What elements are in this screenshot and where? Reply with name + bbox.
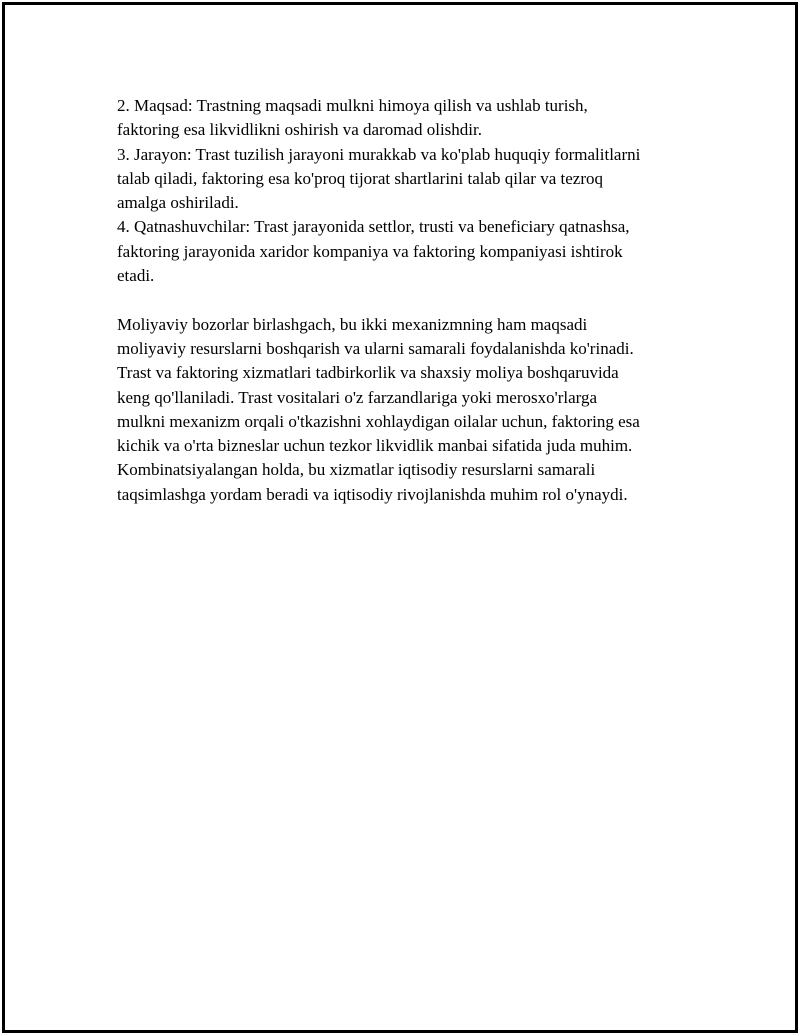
list-item-jarayon xyxy=(117,143,697,216)
text-line: faktoring jarayonida xaridor kompaniya va faktoring kompaniyasi ishtirok xyxy=(117,241,623,261)
text-line: taqsimlashga yordam beradi va iqtisodiy rivojlanishda muhim rol o'ynaydi. xyxy=(117,484,628,504)
text-line: Moliyaviy bozorlar birlashgach, bu ikki mexanizmning ham maqsadi xyxy=(117,314,588,334)
list-item-qatnashuvchilar xyxy=(117,215,697,288)
text-line: Kombinatsiyalangan holda, bu xizmatlar iqtisodiy resurslarni samarali xyxy=(117,460,596,480)
list-item-maqsad xyxy=(117,94,697,143)
text-line: 3. Jarayon: Trast tuzilish jarayoni murakkab va ko'plab huquqiy formalitlarni xyxy=(117,144,641,164)
text-line: 2. Maqsad: Trastning maqsadi mulkni himoya qilish va ushlab turish, xyxy=(117,96,588,115)
document-body xyxy=(117,94,697,507)
text-line: Trast va faktoring xizmatlari tadbirkorlik va shaxsiy moliya boshqaruvida xyxy=(117,363,619,383)
text-line: mulkni mexanizm orqali o'tkazishni xohlaydigan oilalar uchun, faktoring esa xyxy=(117,411,640,431)
conclusion-paragraph xyxy=(117,313,697,507)
text-line: talab qiladi, faktoring esa ko'proq tijorat shartlarini talab qilar va tezroq xyxy=(117,168,603,188)
text-line: amalga oshiriladi. xyxy=(117,193,239,213)
paragraph-spacer xyxy=(117,288,697,312)
text-line: 4. Qatnashuvchilar: Trast jarayonida settlor, trusti va beneficiary qatnashsa, xyxy=(117,217,630,237)
text-line: moliyaviy resurslarni boshqarish va ularni samarali foydalanishda ko'rinadi. xyxy=(117,338,634,358)
text-line: kichik va o'rta bizneslar uchun tezkor likvidlik manbai sifatida juda muhim. xyxy=(117,436,633,456)
text-line: etadi. xyxy=(117,266,155,286)
text-line: faktoring esa likvidlikni oshirish va daromad olishdir. xyxy=(117,120,482,140)
text-line: keng qo'llaniladi. Trast vositalari o'z farzandlariga yoki merosxo'rlarga xyxy=(117,387,598,407)
